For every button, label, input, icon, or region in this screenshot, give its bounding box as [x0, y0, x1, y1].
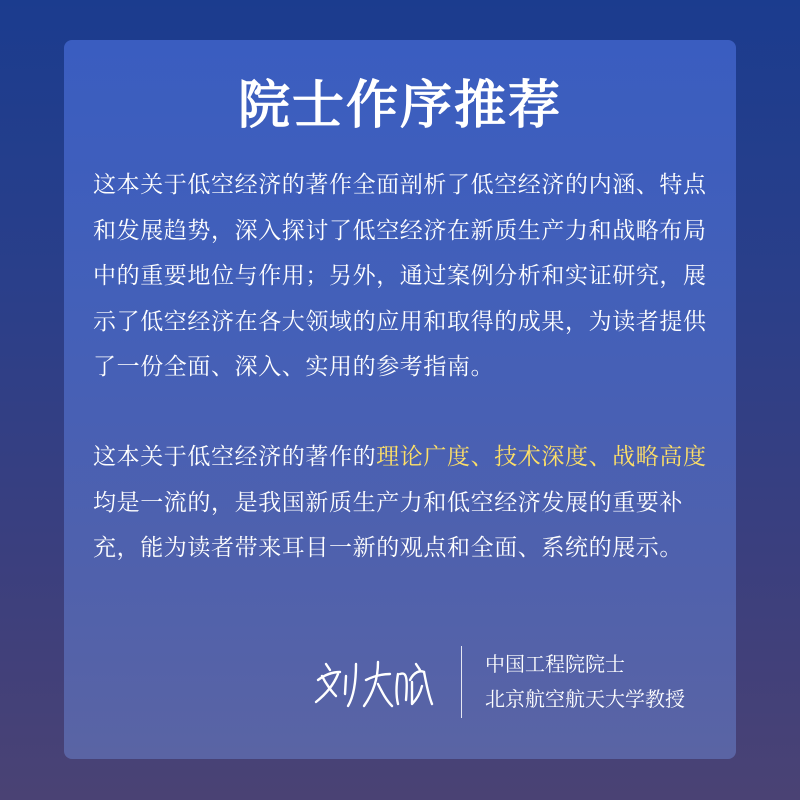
paragraph-2-rest: 均是一流的，是我国新质生产力和低空经济发展的重要补充，能为读者带来耳目一新的观点和全面、系统的展示。 [93, 489, 683, 561]
recommendation-paragraph-1: 这本关于低空经济的著作全面剖析了低空经济的内涵、特点和发展趋势，深入探讨了低空经济在新质生产力和战略布局中的重要地位与作用；另外，通过案例分析和实证研究，展示了低空经济在各大领域的应用和取得的成果，为读者提供了一份全面、深入、实用的参考指南。 [93, 172, 707, 380]
handwritten-signature [312, 650, 444, 712]
author-title-professor: 北京航空航天大学教授 [485, 687, 685, 711]
recommendation-paragraph-2 [93, 435, 713, 572]
highlighted-phrase: 理论广度、技术深度、战略高度 [376, 444, 707, 470]
author-title-academician: 中国工程院院士 [485, 652, 625, 676]
paragraph-2-intro: 这本关于低空经济的著作的 [93, 444, 377, 470]
page-title: 院士作序推荐 [237, 75, 562, 136]
signature-divider [461, 646, 462, 718]
